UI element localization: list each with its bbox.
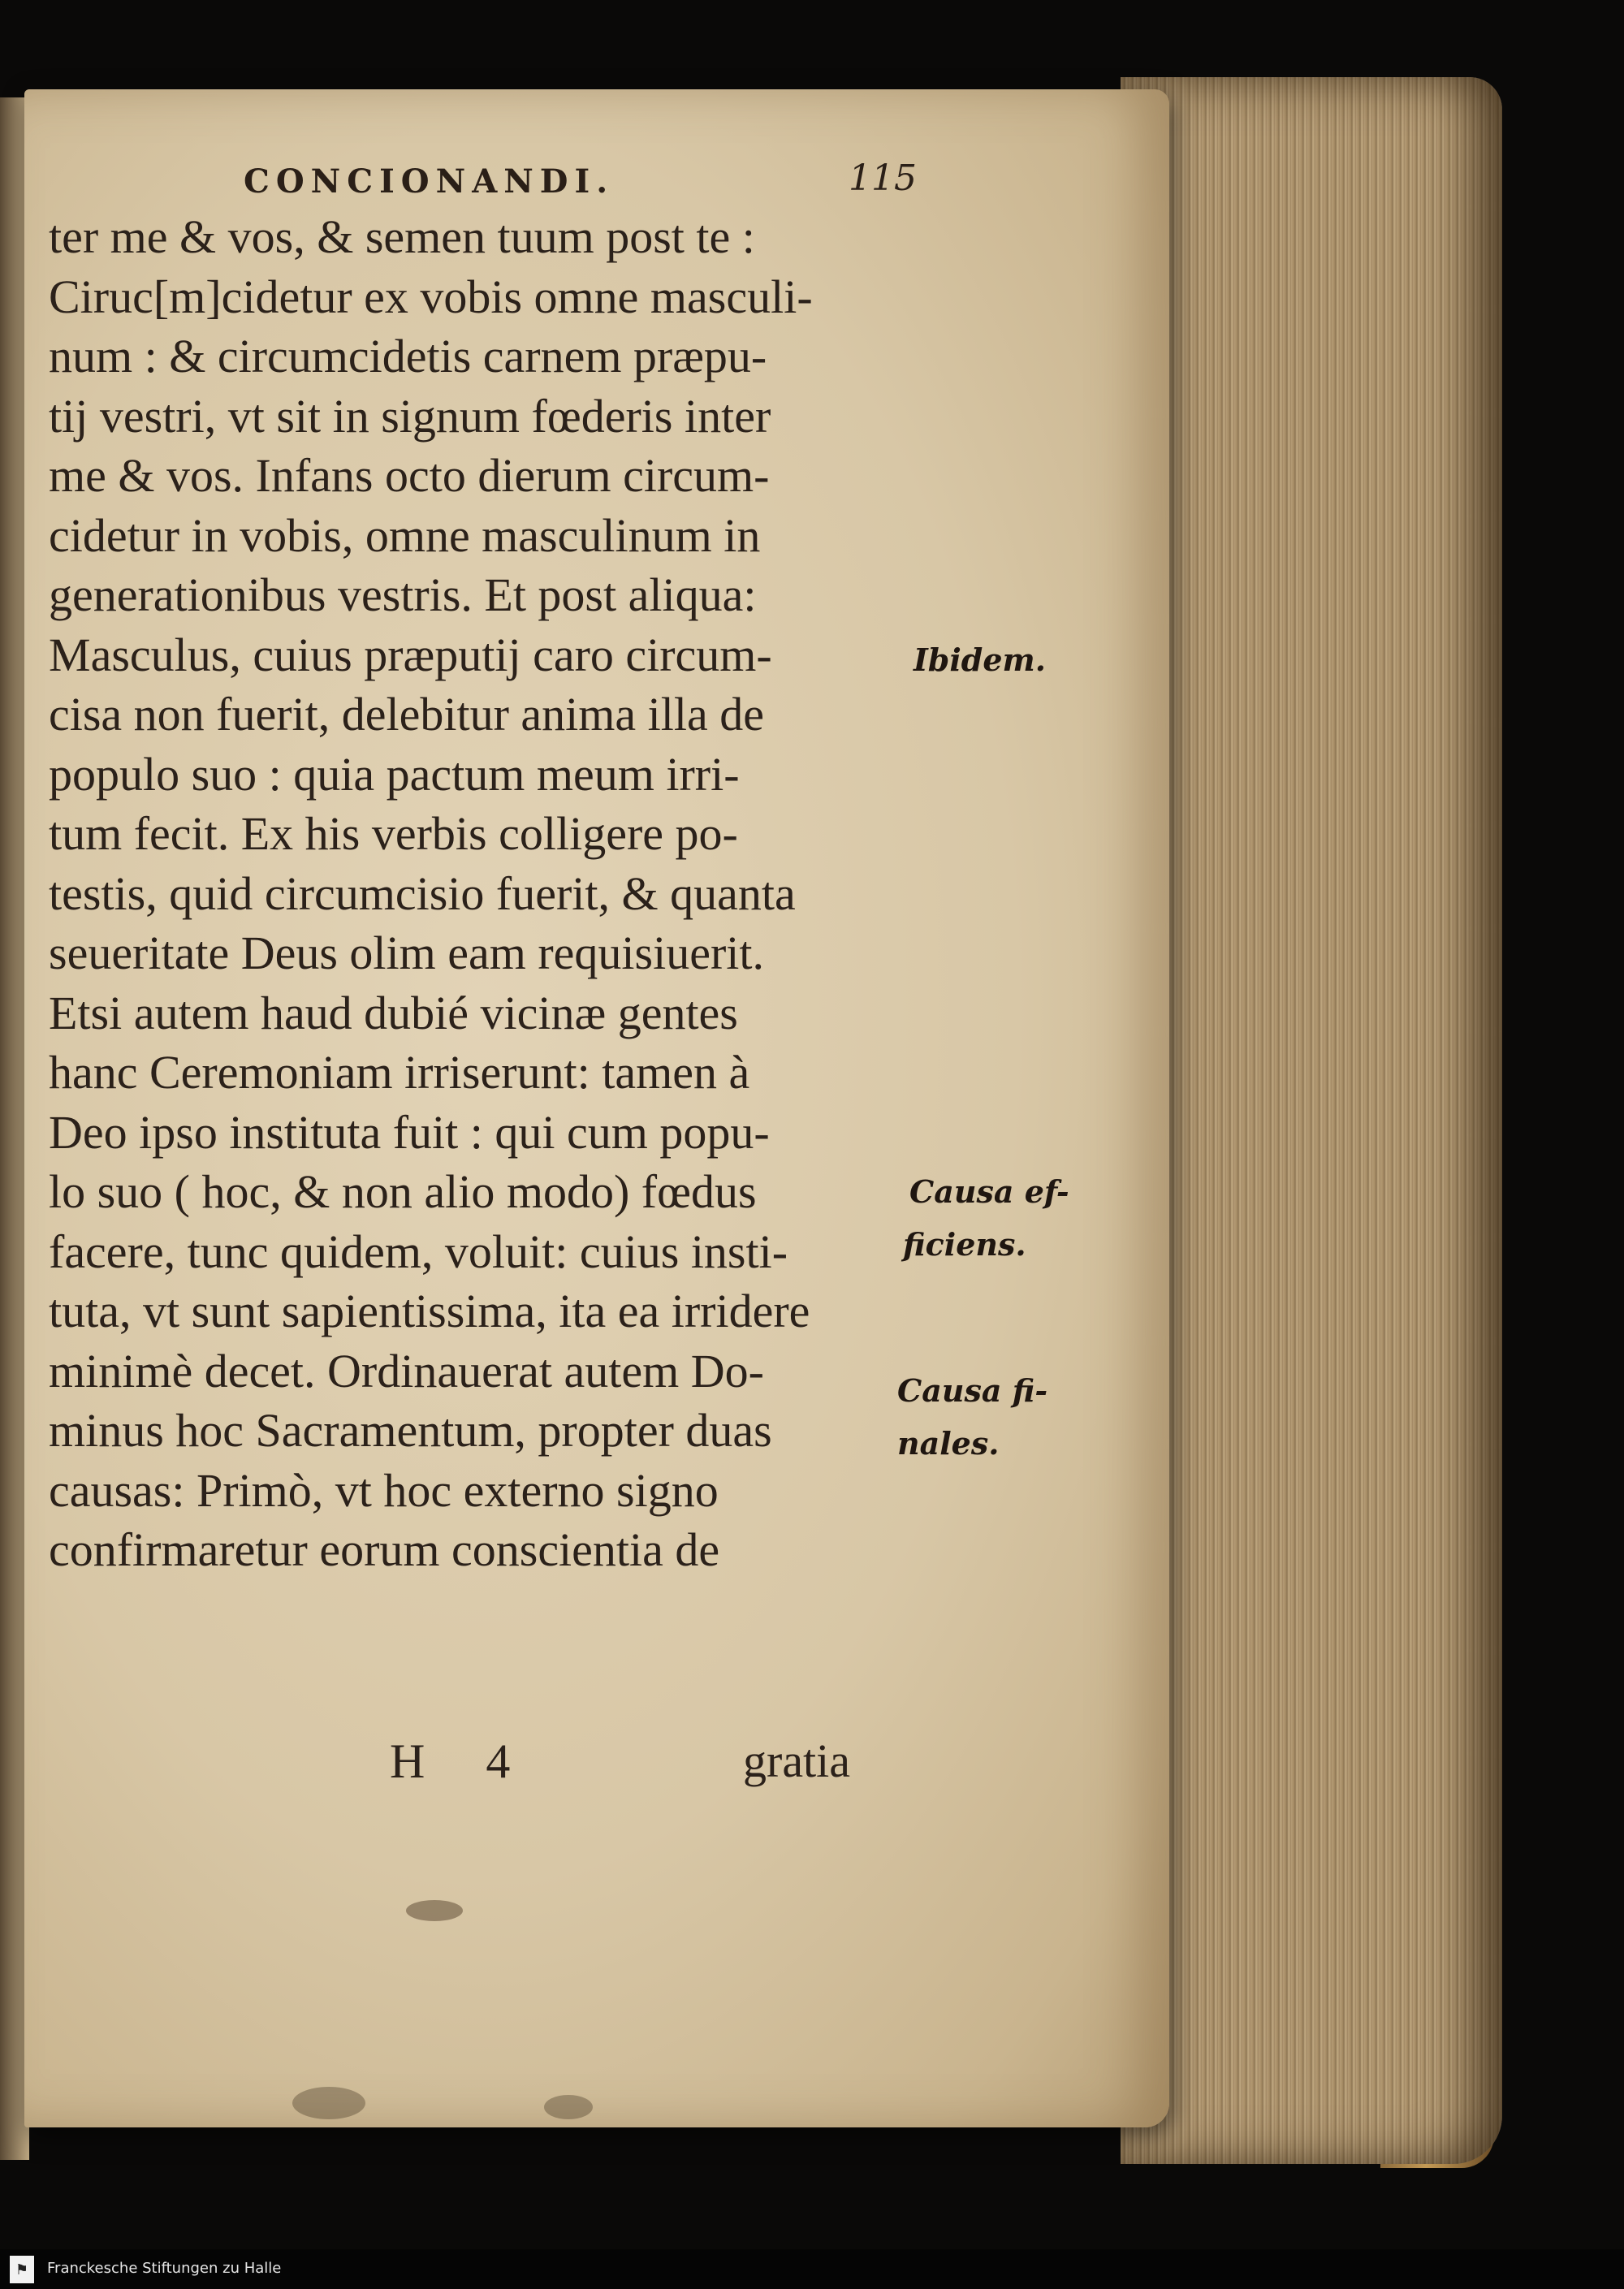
margin-note-causa-efficiens: Causa ef- [909,1173,1069,1210]
margin-note-causa-finales-cont: nales. [897,1425,1000,1462]
text-line: minus hoc Sacramentum, propter duas [49,1404,772,1457]
text-line: ter me & vos, & semen tuum post te : [49,210,755,263]
text-line: tum fecit. Ex his verbis colligere po- [49,807,738,860]
page-stain [406,1900,463,1921]
page-number: 115 [849,158,917,199]
margin-note-causa-finales: Causa fi- [897,1372,1048,1409]
text-line: generationibus vestris. Et post aliqua: [49,568,757,621]
text-line: me & vos. Infans octo dierum circum- [49,449,770,502]
running-head: CONCIONANDI. [244,162,615,201]
catchword: gratia [743,1734,851,1787]
text-line: hanc Ceremoniam irriserunt: tamen à [49,1046,750,1099]
text-line: tij vestri, vt sit in signum fœderis inter [49,389,771,443]
footer-bar [0,2249,1624,2289]
text-line: Etsi autem haud dubié vicinæ gentes [49,986,738,1039]
text-line: lo suo ( hoc, & non alio modo) fœdus [49,1165,757,1218]
text-line: cidetur in vobis, omne masculinum in [49,508,761,562]
body-text [49,207,930,1580]
text-line: facere, tunc quidem, voluit: cuius insti- [49,1224,788,1278]
text-line: cisa non fuerit, delebitur anima illa de [49,688,764,741]
institution-logo-icon: ⚑ [10,2256,34,2283]
text-line: num : & circumcidetis carnem præpu- [49,330,767,382]
margin-note-causa-efficiens-cont: ficiens. [903,1226,1026,1263]
text-line: minimè decet. Ordinauerat autem Do- [49,1344,764,1397]
text-line: seueritate Deus olim eam requisiuerit. [49,926,764,979]
text-line: Ciruc[m]cidetur ex vobis omne masculi- [49,270,813,323]
text-line: Deo ipso instituta fuit : qui cum popu- [49,1105,770,1159]
margin-note-ibidem: Ibidem. [914,641,1046,678]
page-stain [292,2087,365,2119]
text-line: causas: Primò, vt hoc externo signo [49,1463,719,1517]
text-line: confirmaretur eorum conscientia de [49,1523,720,1576]
text-line: tuta, vt sunt sapientissima, ita ea irridere [49,1285,810,1337]
institution-credit: Franckesche Stiftungen zu Halle [47,2260,282,2277]
book-fore-edge [1121,77,1502,2164]
text-line: populo suo : quia pactum meum irri- [49,747,740,801]
text-line: Masculus, cuius præputij caro circum- [49,628,772,681]
page-stain [544,2095,593,2119]
signature-mark: H 4 [390,1734,535,1788]
text-line: testis, quid circumcisio fuerit, & quanta [49,866,796,920]
